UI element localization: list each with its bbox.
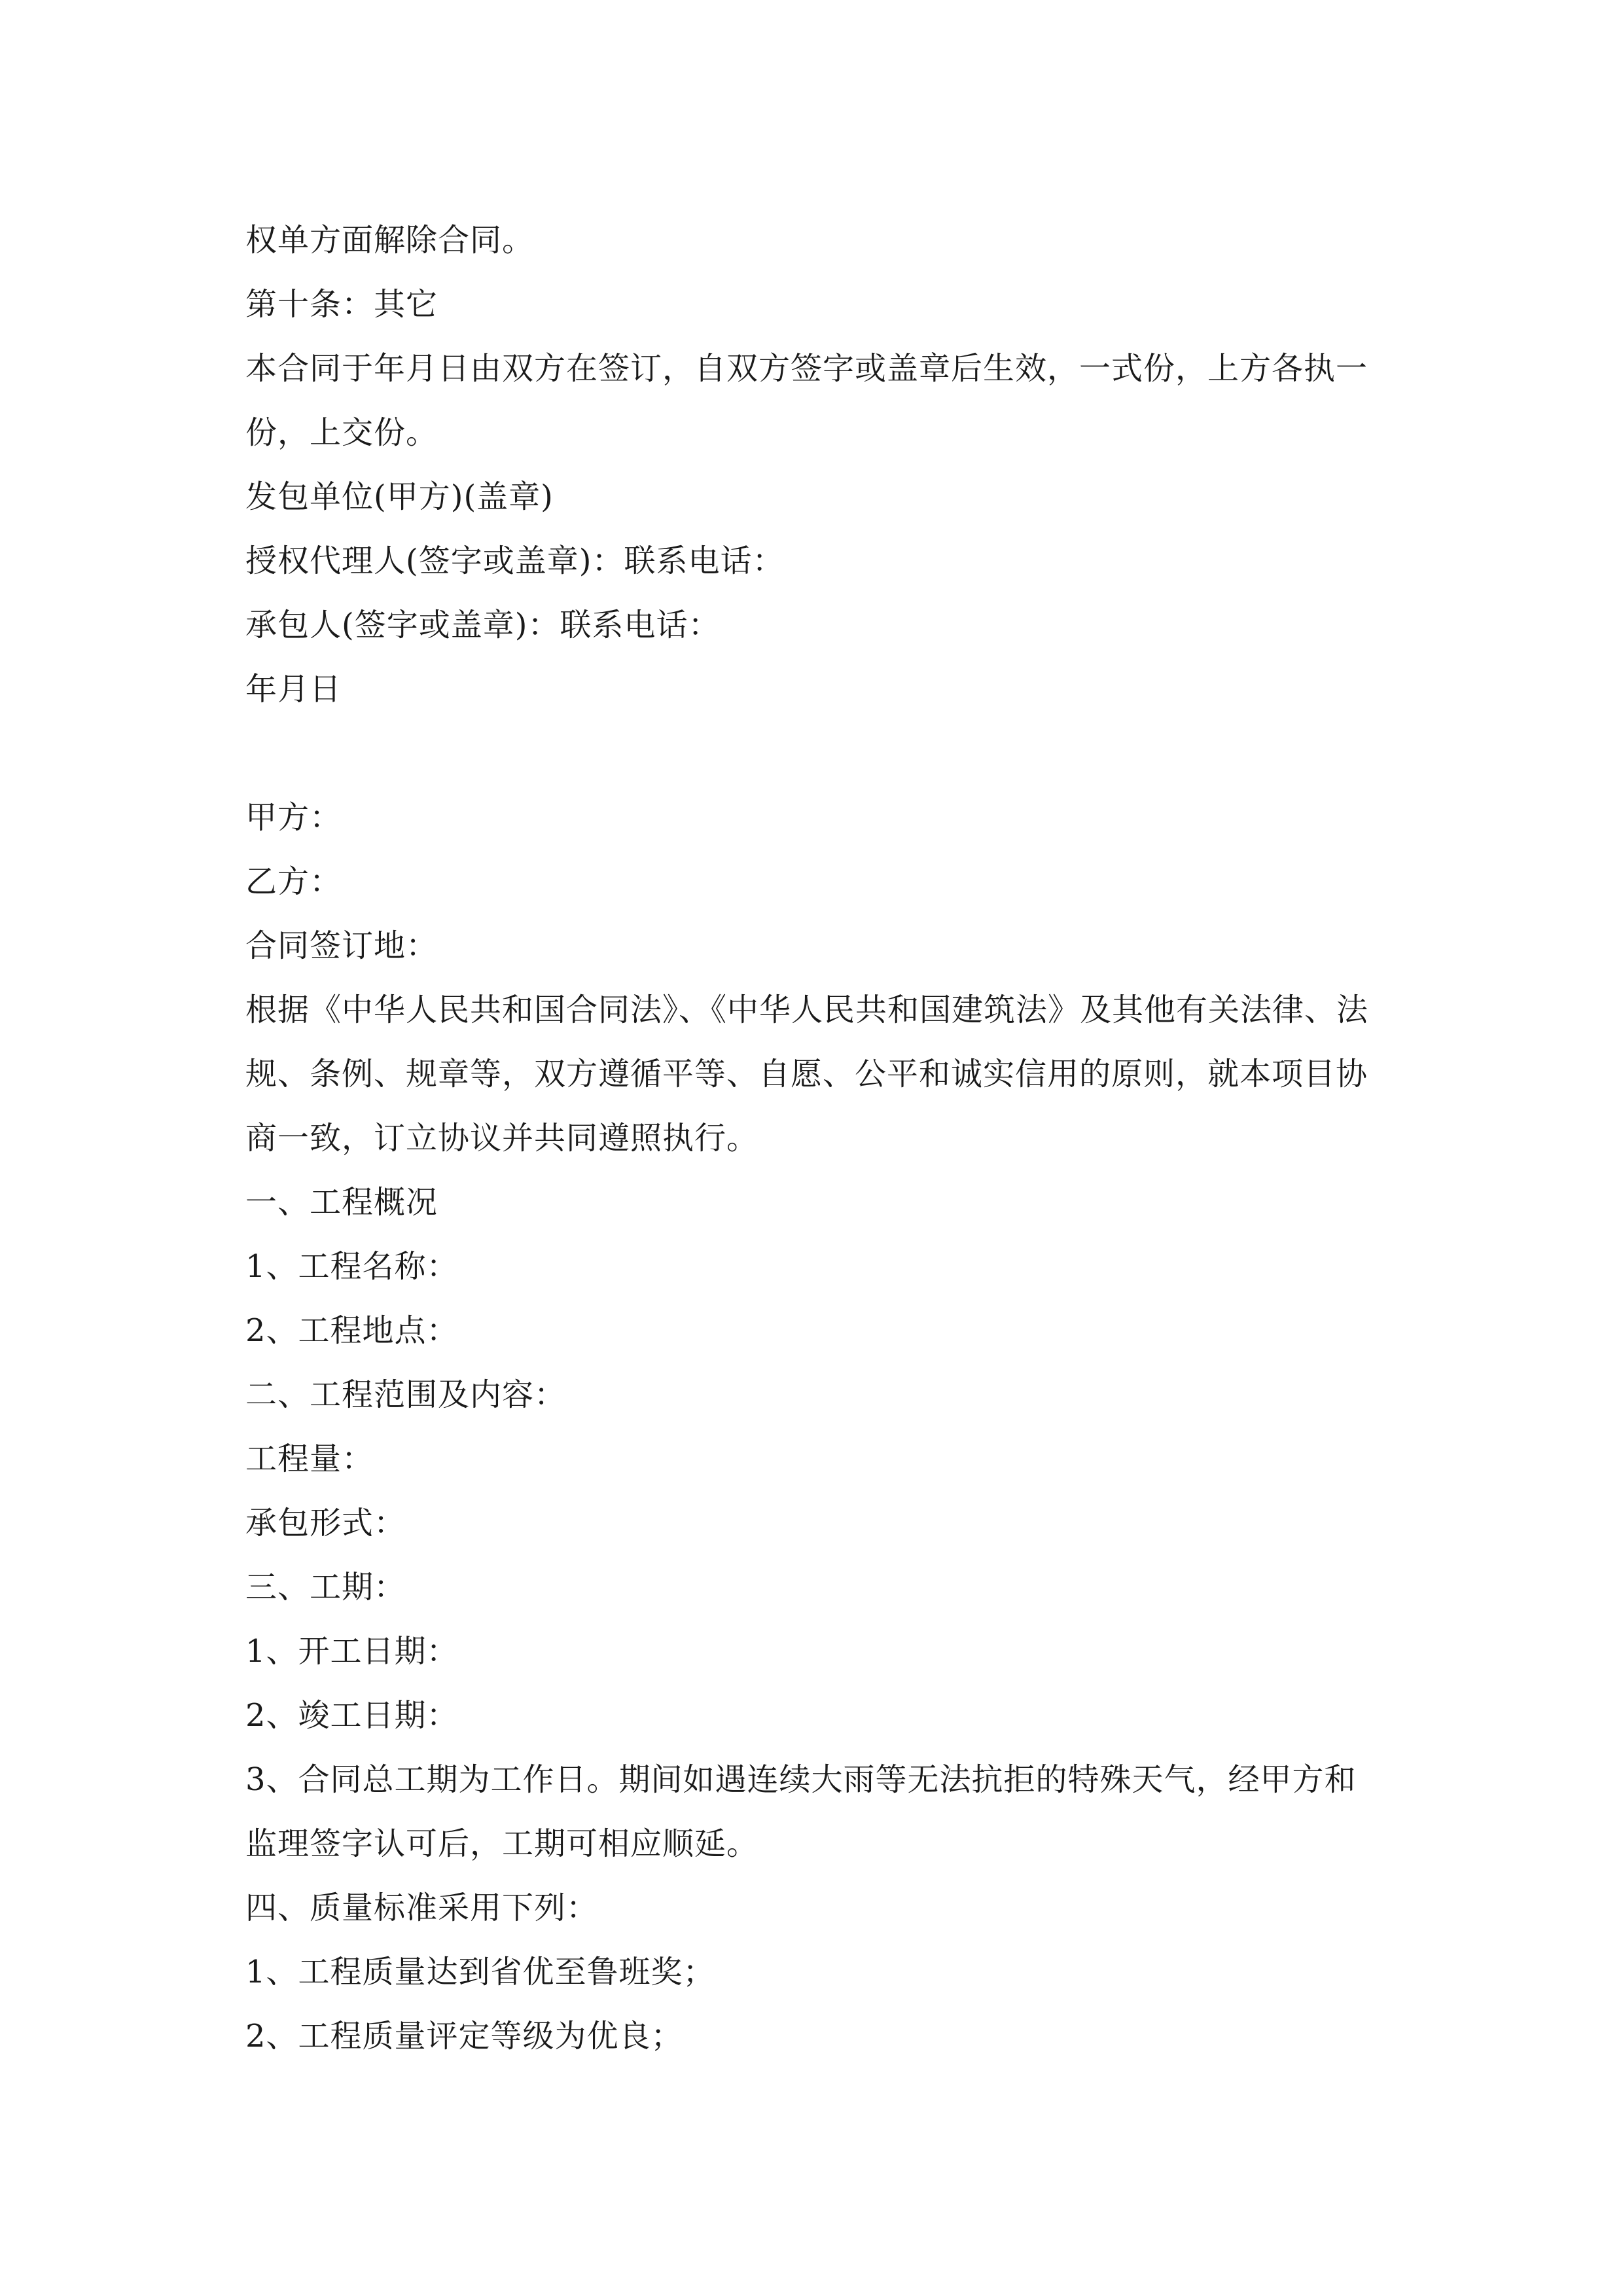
text-line: 商一致，订立协议并共同遵照执行。 [245,1120,759,1157]
list-item: 3、合同总工期为工作日。期间如遇连续大雨等无法抗拒的特殊天气，经甲方和 [245,1761,1357,1798]
section-heading: 第十条：其它 [245,286,438,323]
text-line: 监理签字认可后，工期可相应顺延。 [245,1825,759,1862]
section-heading: 一、工程概况 [245,1184,438,1221]
list-item: 工程量： [245,1441,374,1477]
section-heading: 四、质量标准采用下列： [245,1890,599,1926]
text-line: 根据《中华人民共和国合同法》、《中华人民共和国建筑法》及其他有关法律、法 [245,992,1369,1028]
text-line: 份，上交份。 [245,414,438,451]
signature-line-party-a: 发包单位(甲方)(盖章) [245,478,554,515]
paragraph-gap [245,721,1384,785]
text-line: 本合同于年月日由双方在签订，自双方签字或盖章后生效，一式份，上方各执一 [245,350,1368,387]
party-b-field: 乙方： [245,863,342,900]
list-item: 1、工程名称： [245,1248,459,1285]
party-a-field: 甲方： [245,799,342,836]
list-item: 2、竣工日期： [245,1697,459,1734]
signature-line-agent: 授权代理人(签字或盖章)：联系电话： [245,543,785,579]
text-line: 权单方面解除合同。 [245,222,535,259]
signature-line-contractor: 承包人(签字或盖章)：联系电话： [245,607,721,643]
date-line: 年月日 [245,671,342,708]
list-item: 1、工程质量达到省优至鲁班奖； [245,1954,715,1990]
section-heading: 三、工期： [245,1569,406,1605]
list-item: 2、工程地点： [245,1312,459,1349]
section-heading: 二、工程范围及内容： [245,1376,567,1413]
list-item: 承包形式： [245,1505,406,1541]
list-item: 1、开工日期： [245,1633,459,1670]
signing-place-field: 合同签订地： [245,927,438,964]
text-line: 规、条例、规章等，双方遵循平等、自愿、公平和诚实信用的原则，就本项目协 [245,1056,1368,1092]
document-body [245,208,1384,2068]
list-item: 2、工程质量评定等级为优良； [245,2018,683,2054]
